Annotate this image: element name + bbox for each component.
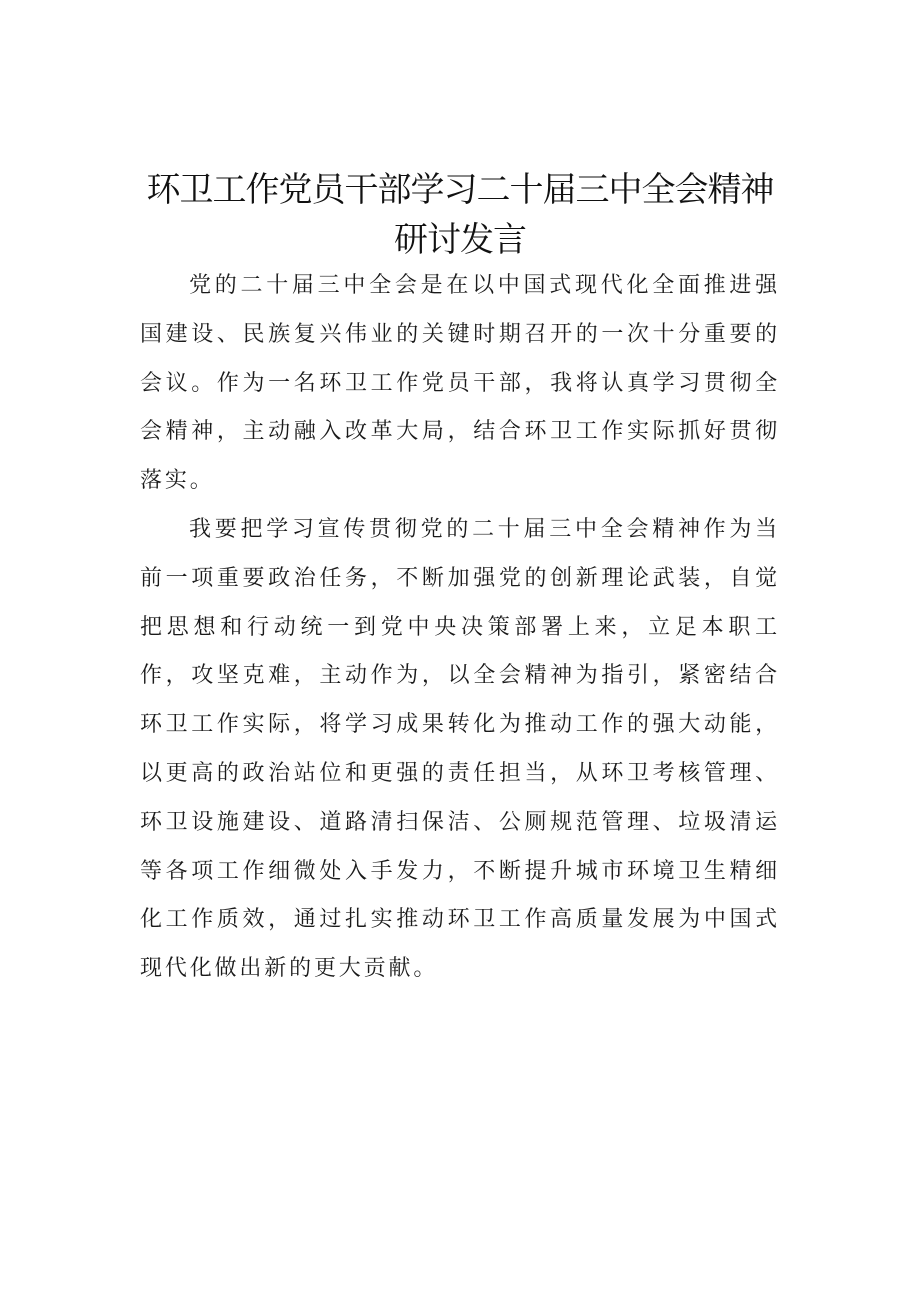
document-body — [140, 262, 780, 994]
paragraph-1: 党的二十届三中全会是在以中国式现代化全面推进强国建设、民族复兴伟业的关键时期召开的一次十分重要的会议。作为一名环卫工作党员干部，我将认真学习贯彻全会精神，主动融入改革大局，结合环卫工作实际抓好贯彻落实。 — [140, 273, 780, 494]
document-title: 环卫工作党员干部学习二十届三中全会精神研讨发言 — [146, 169, 774, 260]
paragraph-2: 我要把学习宣传贯彻党的二十届三中全会精神作为当前一项重要政治任务，不断加强党的创新理论武装，自觉把思想和行动统一到党中央决策部署上来，立足本职工作，攻坚克难，主动作为，以全会精神为指引，紧密结合环卫工作实际，将学习成果转化为推动工作的强大动能，以更高的政治站位和更强的责任担当，从环卫考核管理、环卫设施建设、道路清扫保洁、公厕规范管理、垃圾清运等各项工作细微处入手发力，不断提升城市环境卫生精细化工作质效，通过扎实推动环卫工作高质量发展为中国式现代化做出新的更大贡献。 — [140, 516, 780, 982]
